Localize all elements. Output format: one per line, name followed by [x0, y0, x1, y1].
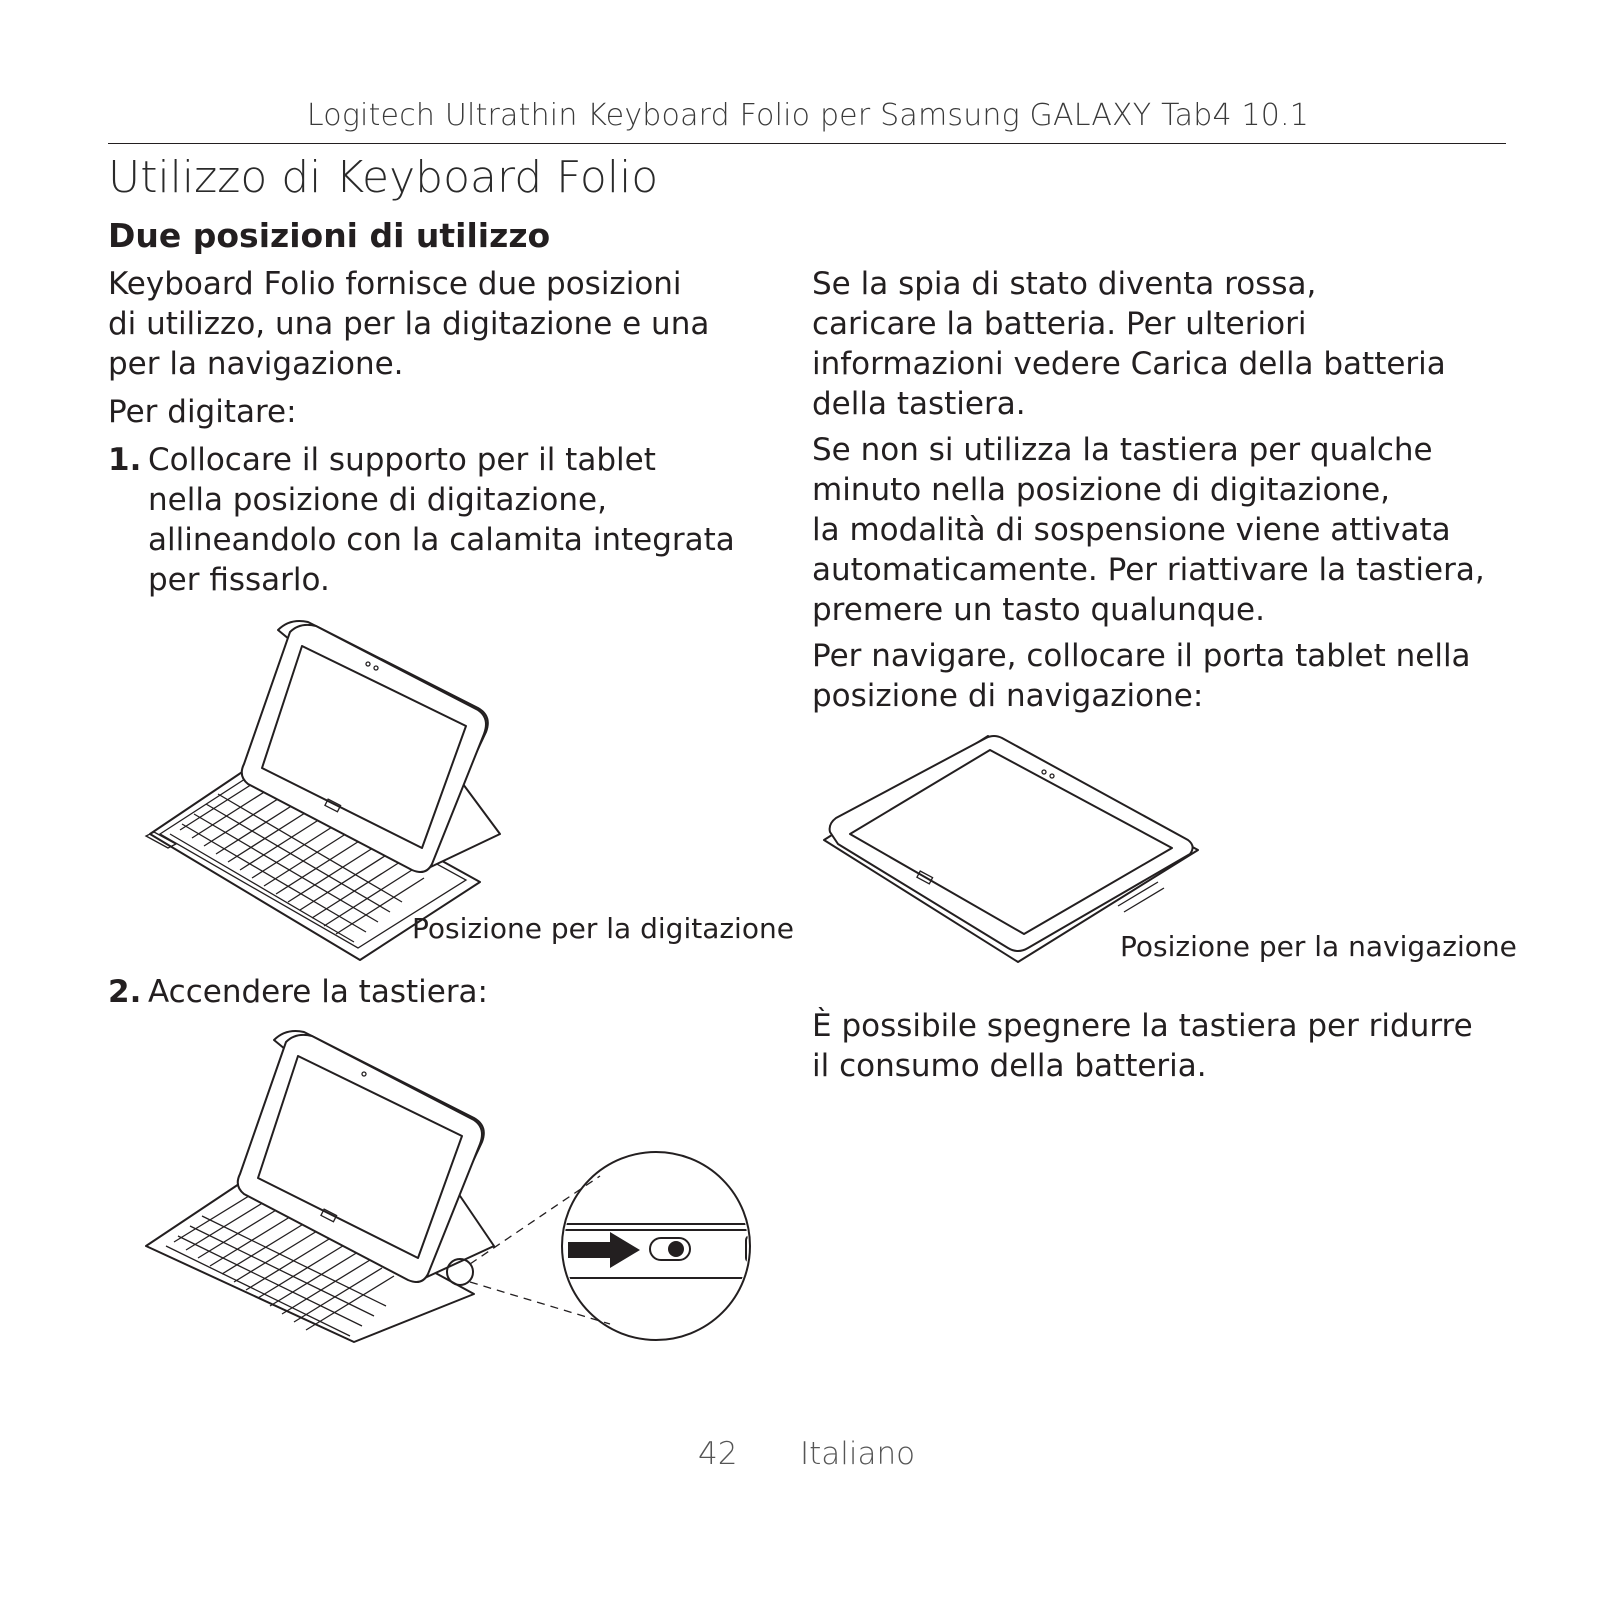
step-1-number: 1. [108, 442, 142, 478]
step-2-number: 2. [108, 974, 142, 1010]
power-switch-zoom [560, 1152, 760, 1340]
step-1-text: Collocare il supporto per il tablet nella posizione di digitazione, allineandolo con la calamita integrata per fissarlo. [148, 442, 735, 598]
navigation-paragraph: Per navigare, collocare il porta tablet nella posizione di navigazione: [812, 638, 1471, 714]
page-number: 42 [698, 1436, 738, 1472]
footer-language: Italiano [800, 1436, 916, 1472]
section-title: Utilizzo di Keyboard Folio [108, 152, 659, 203]
navigation-caption: Posizione per la navigazione [1120, 930, 1517, 963]
typing-caption: Posizione per la digitazione [412, 912, 794, 945]
battery-paragraph: Se la spia di stato diventa rossa, caricare la batteria. Per ulteriori informazioni vedere Carica della batteria della tastiera. [812, 266, 1446, 422]
arrow-right-icon [568, 1232, 640, 1268]
power-switch-illustration [140, 1024, 780, 1354]
step-2-text: Accendere la tastiera: [148, 974, 489, 1010]
subsection-title: Due posizioni di utilizzo [108, 216, 551, 255]
sleep-paragraph: Se non si utilizza la tastiera per qualche minuto nella posizione di digitazione, la modalità di sospensione viene attivata automaticamente. Per riattivare la tastiera, premere un tasto qualunque. [812, 432, 1485, 628]
header-rule [108, 143, 1506, 144]
intro-paragraph: Keyboard Folio fornisce due posizioni di utilizzo, una per la digitazione e una per la navigazione. [108, 266, 710, 382]
power-off-paragraph: È possibile spegnere la tastiera per ridurre il consumo della batteria. [812, 1008, 1473, 1084]
running-header: Logitech Ultrathin Keyboard Folio per Samsung GALAXY Tab4 10.1 [306, 98, 1310, 133]
typing-heading: Per digitare: [108, 394, 297, 430]
typing-position-illustration [140, 612, 530, 962]
switch-highlight-circle [447, 1259, 473, 1285]
